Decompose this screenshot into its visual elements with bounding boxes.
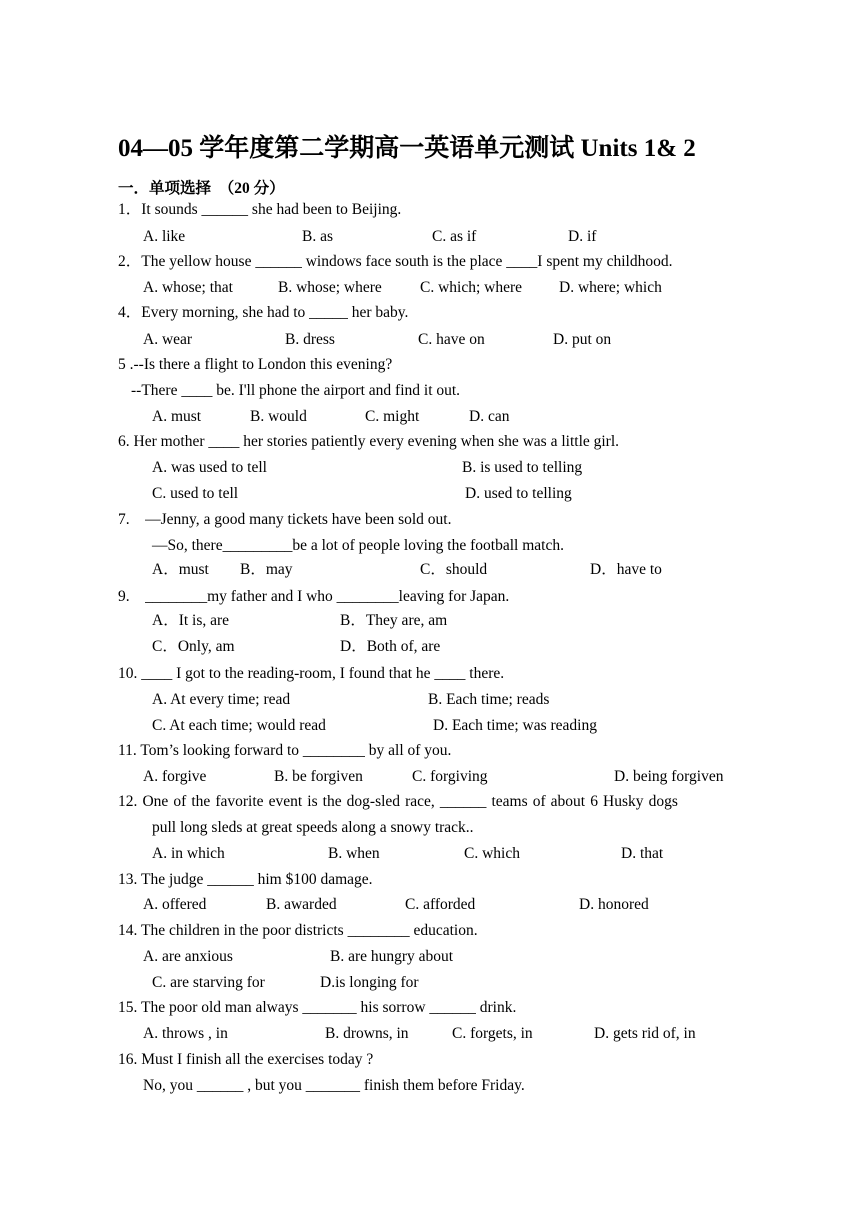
option-10d: D. Each time; was reading (433, 717, 597, 734)
option-5d: D. can (469, 408, 510, 425)
option-2b: B. whose; where (278, 279, 382, 296)
question-7-reply: —So, there_________be a lot of people loving the football match. (152, 537, 564, 554)
option-11d: D. being forgiven (614, 768, 724, 785)
question-9: 9. ________my father and I who ________leaving for Japan. (118, 588, 510, 605)
option-9d: D．Both of, are (340, 638, 441, 655)
option-13c: C. afforded (405, 896, 476, 913)
question-4: 4．Every morning, she had to _____ her baby. (118, 304, 409, 321)
question-16: 16. Must I finish all the exercises today ? (118, 1051, 374, 1068)
option-13a: A. offered (143, 896, 207, 913)
option-4b: B. dress (285, 331, 335, 348)
option-1b: B. as (302, 228, 333, 245)
question-14: 14. The children in the poor districts ________ education. (118, 922, 478, 939)
option-13b: B. awarded (266, 896, 337, 913)
option-5a: A. must (152, 408, 202, 425)
question-12-continued: pull long sleds at great speeds along a snowy track.. (152, 819, 474, 836)
option-6c: C. used to tell (152, 485, 239, 502)
option-2a: A. whose; that (143, 279, 233, 296)
option-1c: C. as if (432, 228, 477, 245)
option-15b: B. drowns, in (325, 1025, 409, 1042)
option-7d: D．have to (590, 561, 662, 578)
option-6d: D. used to telling (465, 485, 572, 502)
option-13d: D. honored (579, 896, 649, 913)
option-12b: B. when (328, 845, 380, 862)
option-1d: D. if (568, 228, 597, 245)
option-9b: B．They are, am (340, 612, 448, 629)
option-14c: C. are starving for (152, 974, 265, 991)
option-7a: A．must (152, 561, 209, 578)
section-heading: 一．单项选择 （20 分） (118, 180, 285, 197)
option-6b: B. is used to telling (462, 459, 583, 476)
question-13: 13. The judge ______ him $100 damage. (118, 871, 373, 888)
option-14b: B. are hungry about (330, 948, 454, 965)
option-15a: A. throws , in (143, 1025, 228, 1042)
question-5-reply: --There ____ be. I'll phone the airport and find it out. (131, 382, 461, 399)
option-14d: D.is longing for (320, 974, 419, 991)
question-10: 10. ____ I got to the reading-room, I found that he ____ there. (118, 665, 505, 682)
page-title: 04—05 学年度第二学期高一英语单元测试 Units 1& 2 (118, 135, 696, 162)
option-15d: D. gets rid of, in (594, 1025, 696, 1042)
option-9c: C．Only, am (152, 638, 235, 655)
option-7c: C．should (420, 561, 488, 578)
option-2d: D. where; which (559, 279, 662, 296)
option-15c: C. forgets, in (452, 1025, 533, 1042)
option-10a: A. At every time; read (152, 691, 291, 708)
question-2: 2．The yellow house ______ windows face south is the place ____I spent my childhood. (118, 253, 673, 270)
option-1a: A. like (143, 228, 186, 245)
option-10b: B. Each time; reads (428, 691, 550, 708)
question-12: 12. One of the favorite event is the dog-sled race, ______ teams of about 6 Husky dogs (118, 793, 678, 810)
option-12a: A. in which (152, 845, 225, 862)
question-7: 7. —Jenny, a good many tickets have been sold out. (118, 511, 452, 528)
option-9a: A．It is, are (152, 612, 230, 629)
option-12c: C. which (464, 845, 520, 862)
option-4c: C. have on (418, 331, 485, 348)
question-1: 1．It sounds ______ she had been to Beijing. (118, 201, 402, 218)
option-11b: B. be forgiven (274, 768, 363, 785)
option-14a: A. are anxious (143, 948, 233, 965)
option-6a: A. was used to tell (152, 459, 267, 476)
option-12d: D. that (621, 845, 664, 862)
option-5b: B. would (250, 408, 307, 425)
question-15: 15. The poor old man always _______ his sorrow ______ drink. (118, 999, 517, 1016)
option-11c: C. forgiving (412, 768, 488, 785)
option-2c: C. which; where (420, 279, 523, 296)
option-4a: A. wear (143, 331, 193, 348)
question-11: 11. Tom’s looking forward to ________ by all of you. (118, 742, 452, 759)
option-7b: B．may (240, 561, 293, 578)
option-4d: D. put on (553, 331, 612, 348)
question-6: 6. Her mother ____ her stories patiently every evening when she was a little girl. (118, 433, 620, 450)
question-5: 5 .--Is there a flight to London this evening? (118, 356, 393, 373)
option-10c: C. At each time; would read (152, 717, 326, 734)
option-5c: C. might (365, 408, 420, 425)
option-11a: A. forgive (143, 768, 207, 785)
question-16-answer: No, you ______ , but you _______ finish them before Friday. (143, 1077, 525, 1094)
